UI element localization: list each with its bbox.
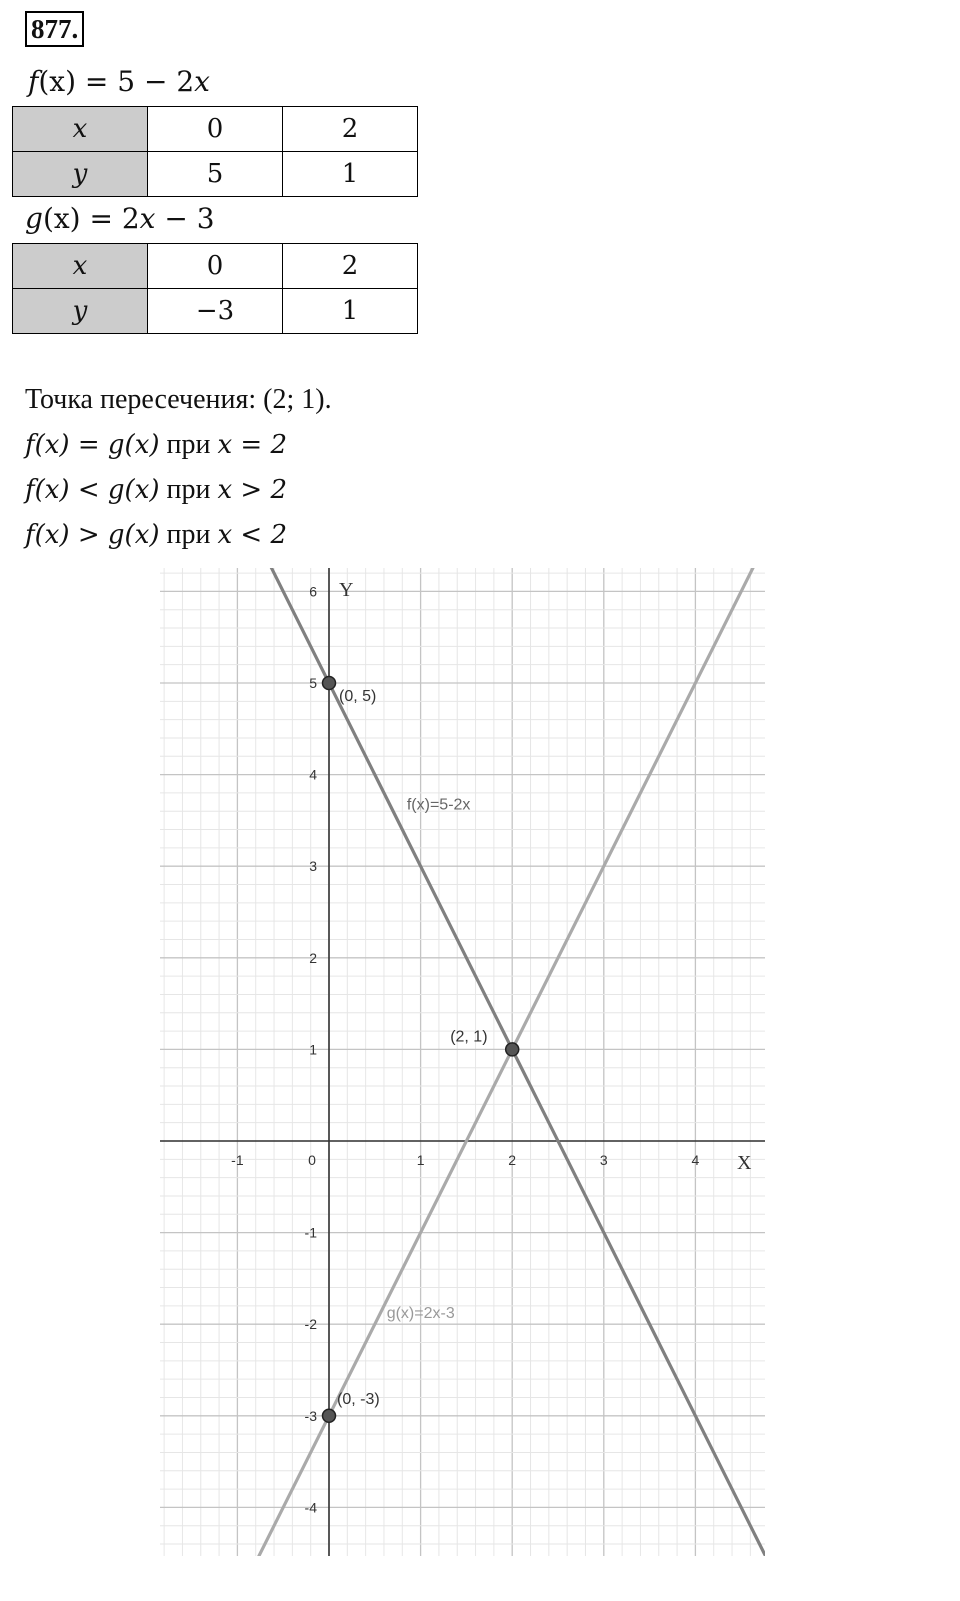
word-pri: при <box>159 519 218 550</box>
condition: x < 2 <box>217 520 287 550</box>
f-of-x: f(x) <box>25 430 70 460</box>
g-formula-name: g <box>25 202 43 235</box>
x-tick-label: -1 <box>231 1152 244 1168</box>
intersection-line: Точка пересечения: (2; 1). <box>25 384 332 415</box>
x-tick-label: 0 <box>308 1152 316 1168</box>
f-formula-eq: = 5 − 2 <box>76 65 195 98</box>
y-tick-label: 4 <box>309 766 317 783</box>
g-of-x: g(x) <box>107 430 160 460</box>
f-formula-name: f <box>28 65 39 98</box>
point-label: (0, -3) <box>337 1390 380 1408</box>
g-formula-arg: (x) <box>42 202 81 235</box>
x-header-cell: x <box>13 244 148 289</box>
f-formula-arg: (x) <box>38 65 77 98</box>
y-tick-label: -4 <box>304 1499 317 1516</box>
g-formula-var: x <box>139 202 156 235</box>
x-value-cell: 0 <box>148 244 283 289</box>
point-marker <box>323 677 336 690</box>
x-tick-label: 4 <box>691 1152 700 1168</box>
x-value-cell: 2 <box>283 244 418 289</box>
g-of-x: g(x) <box>107 475 160 505</box>
x-value-cell: 2 <box>283 107 418 152</box>
f-of-x: f(x) <box>25 520 70 550</box>
problem-number: 877. <box>25 11 84 47</box>
y-tick-label: -3 <box>304 1407 317 1424</box>
y-tick-label: -1 <box>304 1224 317 1241</box>
y-tick-label: 1 <box>309 1041 317 1058</box>
f-function-label: f(x)=5-2x <box>406 796 471 814</box>
y-tick-label: 2 <box>309 949 317 966</box>
operator: = <box>69 430 108 460</box>
g-of-x: g(x) <box>107 520 160 550</box>
g-formula-tail: − 3 <box>155 202 215 235</box>
graph-labels <box>337 688 488 1408</box>
point-label: (2, 1) <box>450 1028 488 1046</box>
y-value-cell: −3 <box>148 289 283 334</box>
g-formula-eq: = 2 <box>80 202 140 235</box>
x-header-cell: x <box>13 107 148 152</box>
f-line <box>54 133 878 1601</box>
y-tick-label: 3 <box>309 858 317 875</box>
word-pri: при <box>159 429 218 460</box>
y-axis-label: Y <box>339 579 354 601</box>
operator: > <box>69 520 108 550</box>
condition: x = 2 <box>217 430 287 460</box>
x-axis-label: X <box>737 1152 752 1174</box>
operator: < <box>69 475 108 505</box>
y-tick-label: 6 <box>309 583 317 600</box>
y-header-cell: y <box>13 289 148 334</box>
y-value-cell: 1 <box>283 289 418 334</box>
f-of-x: f(x) <box>25 475 70 505</box>
f-formula-var: x <box>194 65 210 98</box>
axes <box>160 568 765 1556</box>
y-value-cell: 1 <box>283 152 418 197</box>
function-lines <box>54 133 878 1601</box>
y-tick-label: 5 <box>309 675 317 691</box>
condition: x > 2 <box>217 475 287 505</box>
x-tick-label: 3 <box>599 1152 608 1168</box>
x-tick-label: 1 <box>416 1152 425 1168</box>
y-value-cell: 5 <box>148 152 283 197</box>
y-tick-label: -2 <box>304 1316 317 1333</box>
point-marker <box>323 1409 336 1422</box>
y-header-cell: y <box>13 152 148 197</box>
x-tick-label: 2 <box>508 1152 517 1168</box>
g-function-label: g(x)=2x-3 <box>386 1304 455 1322</box>
point-label: (0, 5) <box>339 688 377 705</box>
word-pri: при <box>159 474 218 505</box>
point-marker <box>506 1043 519 1056</box>
x-value-cell: 0 <box>148 107 283 152</box>
grid <box>160 568 765 1556</box>
